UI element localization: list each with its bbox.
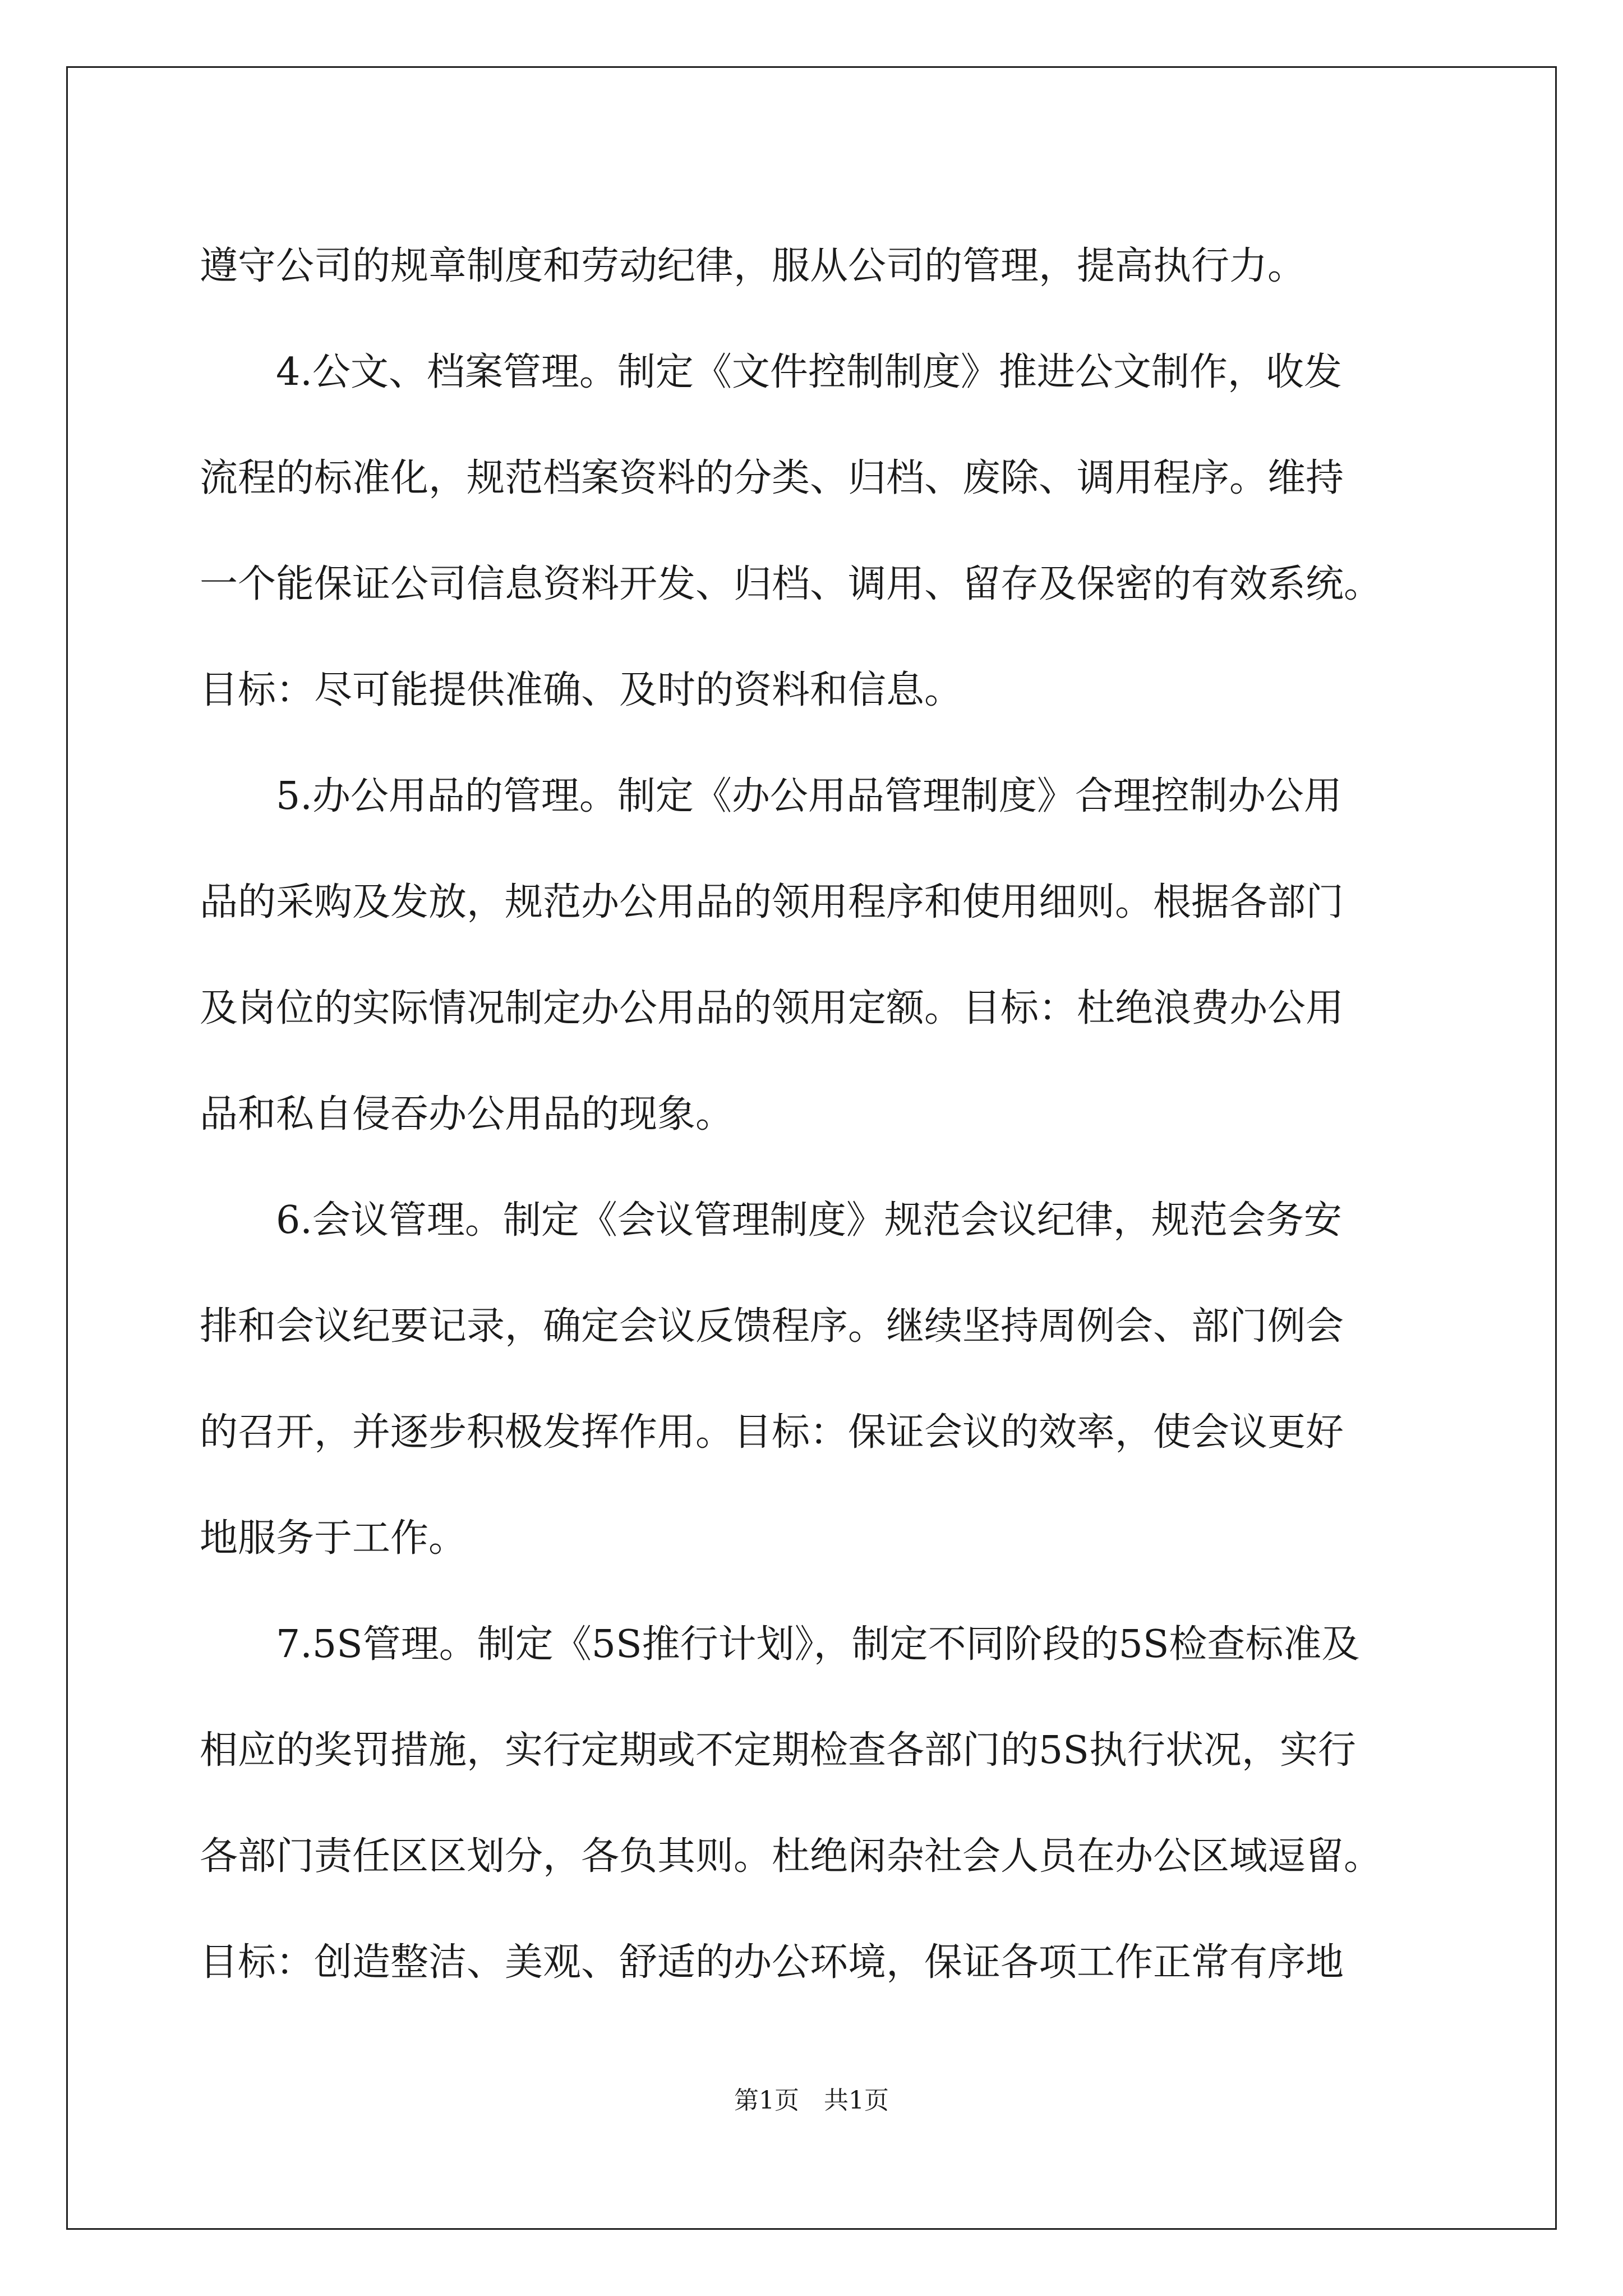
text-line: 7.5S管理。制定《5S推行计划》，制定不同阶段的5S检查标准及 [200, 1622, 1360, 1667]
text-line: 6.会议管理。制定《会议管理制度》规范会议纪律，规范会务安 [200, 1198, 1342, 1243]
text-line: 5.办公用品的管理。制定《办公用品管理制度》合理控制办公用 [200, 774, 1342, 818]
text-line: 相应的奖罚措施，实行定期或不定期检查各部门的5S执行状况，实行 [200, 1728, 1356, 1773]
page-footer: 第1页 共1页 [734, 2086, 889, 2115]
text-line: 遵守公司的规章制度和劳动纪律，服从公司的管理，提高执行力。 [200, 244, 1306, 288]
text-line: 的召开，并逐步积极发挥作用。目标：保证会议的效率，使会议更好 [200, 1410, 1344, 1455]
text-line: 品和私自侵吞办公用品的现象。 [200, 1092, 734, 1137]
text-line: 目标：创造整洁、美观、舒适的办公环境，保证各项工作正常有序地 [200, 1940, 1344, 1985]
text-line: 目标：尽可能提供准确、及时的资料和信息。 [200, 668, 963, 712]
text-line: 4.公文、档案管理。制定《文件控制制度》推进公文制作，收发 [200, 350, 1342, 394]
text-line: 排和会议纪要记录，确定会议反馈程序。继续坚持周例会、部门例会 [200, 1304, 1344, 1349]
text-line: 地服务于工作。 [200, 1516, 467, 1561]
text-line: 各部门责任区区划分，各负其则。杜绝闲杂社会人员在办公区域逗留。 [200, 1834, 1382, 1879]
text-line: 一个能保证公司信息资料开发、归档、调用、留存及保密的有效系统。 [200, 562, 1382, 606]
text-line: 及岗位的实际情况制定办公用品的领用定额。目标：杜绝浪费办公用 [200, 986, 1344, 1030]
text-line: 流程的标准化，规范档案资料的分类、归档、废除、调用程序。维持 [200, 456, 1344, 500]
text-line: 品的采购及发放，规范办公用品的领用程序和使用细则。根据各部门 [200, 880, 1344, 924]
document-body [200, 213, 1433, 2016]
